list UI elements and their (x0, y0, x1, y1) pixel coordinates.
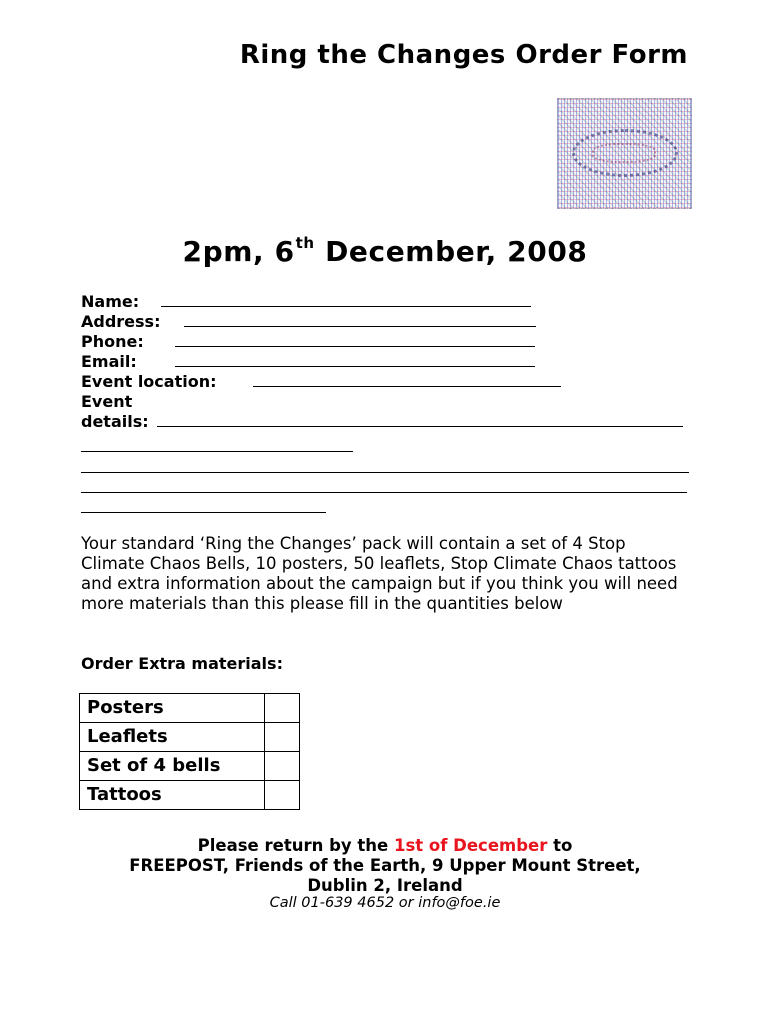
return-line-1 (0, 836, 770, 856)
event-details-line-2[interactable] (81, 451, 353, 452)
event-date (0, 234, 770, 268)
event-details-line-5[interactable] (81, 512, 326, 513)
order-extra-title: Order Extra materials: (81, 654, 283, 673)
order-row-leaflets (80, 723, 300, 752)
return-suffix: to (547, 836, 573, 855)
name-label: Name: (81, 292, 140, 311)
phone-input-line[interactable] (175, 346, 535, 347)
order-quantity-cell[interactable] (265, 752, 300, 781)
address-input-line[interactable] (184, 326, 536, 327)
return-deadline: 1st of December (393, 836, 548, 855)
name-field[interactable] (81, 292, 217, 312)
phone-label: Phone: (81, 332, 144, 351)
order-quantity-cell[interactable] (265, 781, 300, 810)
campaign-logo-image (557, 98, 692, 209)
form-title: Ring the Changes Order Form (239, 40, 688, 70)
event-date-main: 2pm, 6 (182, 235, 295, 268)
event-details-input-line[interactable] (157, 426, 683, 427)
name-input-line[interactable] (161, 306, 531, 307)
contact-info: Call 01-639 4652 or info@foe.ie (269, 895, 501, 911)
order-item-label: Leaflets (80, 723, 265, 752)
event-details-line-3[interactable] (81, 472, 689, 473)
address-label: Address: (81, 312, 161, 331)
order-quantity-cell[interactable] (265, 694, 300, 723)
event-location-input-line[interactable] (253, 386, 561, 387)
phone-field[interactable] (81, 332, 217, 352)
event-details-label-2: details: (81, 412, 149, 431)
return-line-3: Dublin 2, Ireland (307, 876, 463, 895)
email-label: Email: (81, 352, 137, 371)
event-date-rest: December, 2008 (314, 235, 588, 268)
email-field[interactable] (81, 352, 217, 372)
event-details-label-row (81, 392, 217, 412)
return-prefix: Please return by the (197, 836, 394, 855)
order-quantity-cell[interactable] (265, 723, 300, 752)
event-date-sup: th (295, 234, 315, 252)
email-input-line[interactable] (175, 366, 535, 367)
contact-fields (81, 292, 217, 432)
order-row-bells (80, 752, 300, 781)
order-item-label: Posters (80, 694, 265, 723)
order-table (79, 693, 300, 810)
event-location-label: Event location: (81, 372, 217, 391)
order-item-label: Set of 4 bells (80, 752, 265, 781)
order-item-label: Tattoos (80, 781, 265, 810)
return-line-2: FREEPOST, Friends of the Earth, 9 Upper Mount Street, (129, 856, 641, 875)
event-location-field[interactable] (81, 372, 217, 392)
address-field[interactable] (81, 312, 217, 332)
pack-description: Your standard ‘Ring the Changes’ pack will contain a set of 4 Stop Climate Chaos Bells, 10 posters, 50 leaflets, Stop Climate Chaos tattoos and extra information about the campaign but if you think you will need more materials than this please fill in the quantities below (81, 534, 678, 613)
event-details-label-1: Event (81, 392, 133, 411)
return-instructions (0, 836, 770, 896)
order-row-posters (80, 694, 300, 723)
event-details-field[interactable] (81, 412, 217, 432)
event-details-line-4[interactable] (81, 492, 687, 493)
order-row-tattoos (80, 781, 300, 810)
